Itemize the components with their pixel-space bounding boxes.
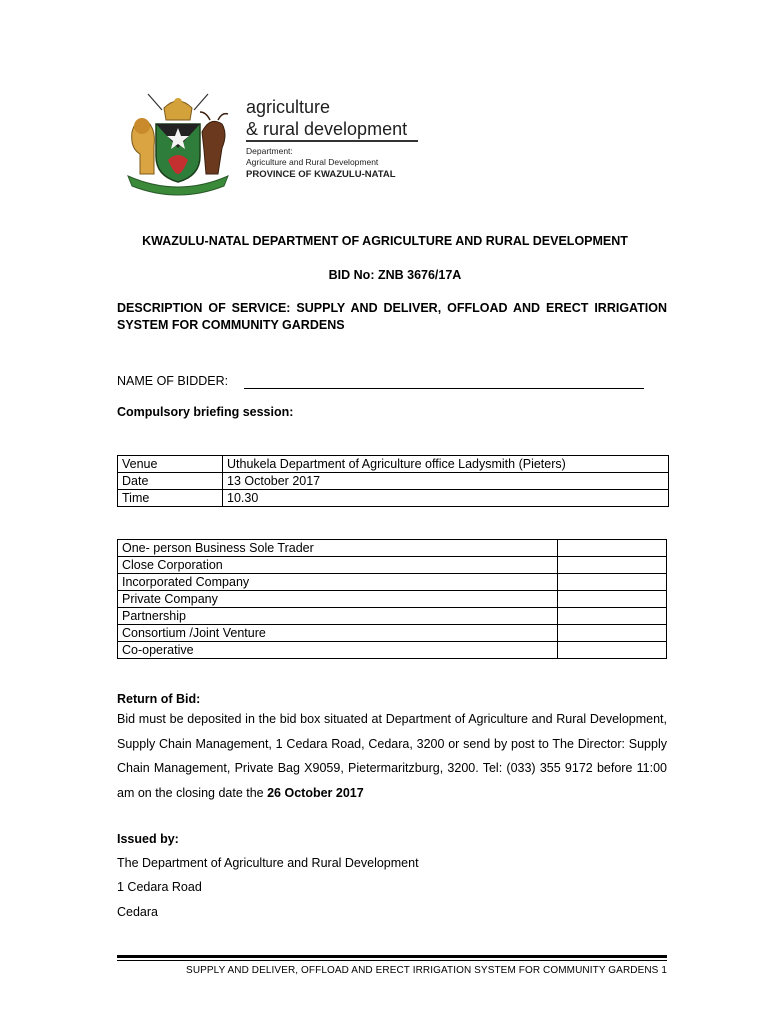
table-row: [118, 574, 667, 591]
kzn-coat-of-arms-logo: [118, 90, 238, 198]
org-name-line2: & rural development: [246, 119, 408, 139]
briefing-value: Uthukela Department of Agriculture office Ladysmith (Pieters): [223, 456, 669, 473]
business-type-checkbox-cell[interactable]: [558, 625, 667, 642]
closing-date: 26 October 2017: [267, 785, 364, 800]
business-type-checkbox-cell[interactable]: [558, 642, 667, 659]
org-name: [246, 96, 407, 140]
table-row: [118, 473, 669, 490]
issued-line: Cedara: [117, 905, 158, 919]
table-row: [118, 557, 667, 574]
business-type-checkbox-cell[interactable]: [558, 591, 667, 608]
table-row: [118, 642, 667, 659]
page-footer: SUPPLY AND DELIVER, OFFLOAD AND ERECT IRRIGATION SYSTEM FOR COMMUNITY GARDENS 1: [186, 965, 667, 976]
business-type-checkbox-cell[interactable]: [558, 557, 667, 574]
business-type-label: Close Corporation: [118, 557, 558, 574]
briefing-value: 10.30: [223, 490, 669, 507]
dept-name: Agriculture and Rural Development: [246, 157, 379, 167]
business-type-label: Incorporated Company: [118, 574, 558, 591]
dept-block: [246, 146, 378, 168]
briefing-key: Venue: [118, 456, 223, 473]
org-name-line1: agriculture: [246, 97, 331, 117]
table-row: [118, 591, 667, 608]
table-row: [118, 625, 667, 642]
table-row: [118, 608, 667, 625]
province-label: PROVINCE OF KWAZULU-NATAL: [246, 169, 396, 180]
org-divider: [246, 140, 418, 142]
business-type-label: One- person Business Sole Trader: [118, 540, 558, 557]
business-type-label: Co-operative: [118, 642, 558, 659]
return-paragraph: [117, 707, 667, 805]
briefing-key: Time: [118, 490, 223, 507]
document-title: KWAZULU-NATAL DEPARTMENT OF AGRICULTURE AND RURAL DEVELOPMENT: [142, 234, 628, 248]
footer-rule-thick: [117, 955, 667, 958]
business-type-label: Consortium /Joint Venture: [118, 625, 558, 642]
business-type-label: Private Company: [118, 591, 558, 608]
bidder-name-field[interactable]: [244, 388, 644, 389]
business-type-label: Partnership: [118, 608, 558, 625]
bidder-label: NAME OF BIDDER:: [117, 374, 229, 388]
table-row: [118, 456, 669, 473]
briefing-heading: Compulsory briefing session:: [117, 405, 294, 419]
bid-number: BID No: ZNB 3676/17A: [328, 268, 462, 282]
issued-line: 1 Cedara Road: [117, 880, 202, 894]
table-row: [118, 490, 669, 507]
briefing-table: [117, 455, 669, 507]
issued-heading: Issued by:: [117, 832, 179, 846]
return-heading: Return of Bid:: [117, 692, 201, 706]
issued-line: The Department of Agriculture and Rural Development: [117, 856, 419, 870]
table-row: [118, 540, 667, 557]
footer-rule-thin: [117, 960, 667, 961]
business-type-checkbox-cell[interactable]: [558, 608, 667, 625]
return-text: Bid must be deposited in the bid box situated at Department of Agriculture and Rural Development, Supply Chain Management, 1 Cedara Road, Cedara, 3200 or send by post to The Director: Supply Chain Management, Private Bag X9059, Pietermaritzburg, 3200. Tel: (033) 355 9172 before 11:00 am on the closing date the: [117, 712, 667, 800]
service-description: DESCRIPTION OF SERVICE: SUPPLY AND DELIVER, OFFLOAD AND ERECT IRRIGATION SYSTEM FOR COMMUNITY GARDENS: [117, 301, 667, 332]
business-type-table: [117, 539, 667, 659]
business-type-checkbox-cell[interactable]: [558, 574, 667, 591]
briefing-value: 13 October 2017: [223, 473, 669, 490]
business-type-checkbox-cell[interactable]: [558, 540, 667, 557]
briefing-key: Date: [118, 473, 223, 490]
dept-label: Department:: [246, 146, 293, 156]
